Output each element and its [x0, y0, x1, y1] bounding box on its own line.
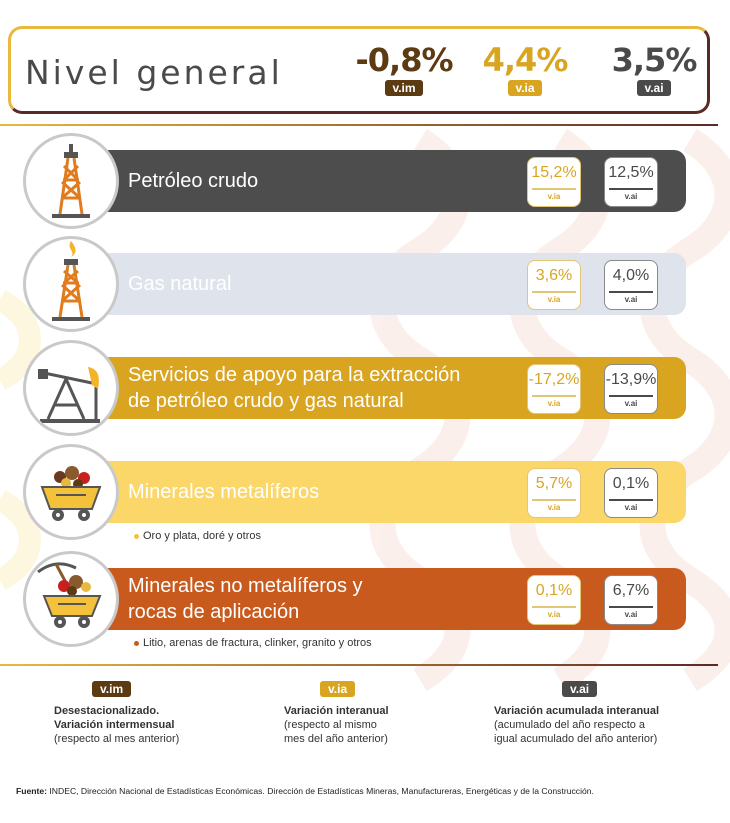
pumpjack-icon	[23, 340, 119, 436]
legend-line-3: igual acumulado del año anterior)	[494, 733, 658, 745]
via-value: 0,1%	[535, 582, 573, 599]
row-petroleo-crudo	[0, 133, 730, 229]
header-stat-value: 3,5%	[611, 41, 697, 79]
via-box	[527, 468, 581, 518]
vai-box	[604, 364, 658, 414]
header-stat-tag: v.im	[385, 80, 422, 96]
row-label-line-1: Minerales no metalíferos y	[128, 575, 363, 597]
via-separator	[532, 395, 576, 397]
row-label-line-2: rocas de aplicación	[128, 601, 300, 623]
vai-separator	[609, 499, 653, 501]
via-label: v.ia	[547, 192, 561, 201]
row-label-line-2: de petróleo crudo y gas natural	[128, 390, 404, 412]
row-bar	[60, 568, 686, 630]
row-label: Petróleo crudo	[128, 170, 259, 192]
legend-line-1: Variación acumulada interanual	[494, 705, 660, 717]
mine-cart-pickaxe-icon	[23, 551, 119, 647]
page-title: Nivel general	[25, 53, 283, 92]
vai-value: 4,0%	[612, 267, 650, 284]
legend-vai	[494, 680, 659, 746]
via-separator	[532, 606, 576, 608]
row-label: Gas natural	[128, 273, 232, 295]
legend-divider	[0, 664, 718, 666]
row-bar	[60, 357, 686, 419]
note-text: Oro y plata, doré y otros	[143, 530, 261, 542]
via-label: v.ia	[547, 399, 561, 408]
header-stat-tag: v.ai	[637, 80, 670, 96]
vai-label: v.ai	[624, 295, 638, 304]
via-value: -17,2%	[528, 371, 580, 388]
oil-derrick-icon	[23, 133, 119, 229]
legend-tag: v.ai	[562, 681, 597, 697]
vai-box	[604, 157, 658, 207]
header-stat-tag: v.ia	[508, 80, 541, 96]
row-minerales-metaliferos	[0, 444, 730, 552]
legend-text	[54, 704, 179, 746]
legend-line-3: (respecto al mes anterior)	[54, 733, 180, 745]
via-value: 5,7%	[535, 475, 573, 492]
vai-value: 6,7%	[612, 582, 650, 599]
note-bullet	[134, 534, 139, 539]
legend-text	[494, 704, 659, 746]
row-bar	[60, 150, 686, 212]
vai-value: -13,9%	[605, 371, 657, 388]
via-separator	[532, 499, 576, 501]
via-box	[527, 364, 581, 414]
legend-line-2: (acumulado del año respecto a	[494, 719, 646, 731]
legend-via	[284, 680, 389, 746]
legend-line-2: Variación intermensual	[54, 719, 175, 731]
note-bullet	[134, 641, 139, 646]
header-stat-vai	[609, 41, 699, 97]
row-gas-natural	[0, 236, 730, 332]
via-separator	[532, 291, 576, 293]
header-stat-value: 4,4%	[482, 41, 568, 79]
row-label-line-1: Servicios de apoyo para la extracción	[128, 364, 461, 386]
legend-tag: v.ia	[320, 681, 355, 697]
via-box	[527, 157, 581, 207]
header-stat-value: -0,8%	[355, 41, 453, 79]
vai-label: v.ai	[624, 503, 638, 512]
legend-text	[284, 704, 389, 746]
via-value: 3,6%	[535, 267, 573, 284]
via-box	[527, 260, 581, 310]
gas-derrick-icon	[23, 236, 119, 332]
row-bar	[60, 253, 686, 315]
source-note	[16, 786, 594, 796]
mine-cart-icon	[23, 444, 119, 540]
note-text: Litio, arenas de fractura, clinker, granito y otros	[143, 637, 372, 649]
via-separator	[532, 188, 576, 190]
vai-value: 0,1%	[612, 475, 650, 492]
legend-tag: v.im	[92, 681, 131, 697]
legend-vim	[54, 680, 179, 746]
row-minerales-no-metaliferos	[0, 551, 730, 659]
vai-box	[604, 575, 658, 625]
via-value: 15,2%	[531, 164, 577, 181]
row-label: Minerales metalíferos	[128, 481, 320, 503]
row-bar	[60, 461, 686, 523]
top-divider	[0, 124, 718, 126]
vai-separator	[609, 291, 653, 293]
legend-line-3: mes del año anterior)	[284, 733, 388, 745]
vai-value: 12,5%	[608, 164, 654, 181]
via-label: v.ia	[547, 295, 561, 304]
vai-label: v.ai	[624, 610, 638, 619]
via-label: v.ia	[547, 503, 561, 512]
source-text: INDEC, Dirección Nacional de Estadísticas Económicas. Dirección de Estadísticas Mineras, Manufactureras, Energéticas y de la Construcción.	[47, 786, 594, 796]
vai-label: v.ai	[624, 192, 638, 201]
vai-label: v.ai	[624, 399, 638, 408]
legend-line-1: Variación interanual	[284, 705, 389, 717]
via-label: v.ia	[547, 610, 561, 619]
header-stat-via	[475, 41, 575, 97]
header-stat-vim	[349, 41, 459, 97]
row-note	[134, 637, 372, 649]
legend-line-1: Desestacionalizado.	[54, 705, 160, 717]
vai-separator	[609, 606, 653, 608]
legend-line-2: (respecto al mismo	[284, 719, 377, 731]
source-prefix: Fuente:	[16, 786, 48, 796]
row-servicios-apoyo	[0, 340, 730, 436]
vai-separator	[609, 188, 653, 190]
vai-box	[604, 468, 658, 518]
vai-box	[604, 260, 658, 310]
header-panel	[8, 26, 710, 114]
vai-separator	[609, 395, 653, 397]
via-box	[527, 575, 581, 625]
row-note	[134, 530, 261, 542]
